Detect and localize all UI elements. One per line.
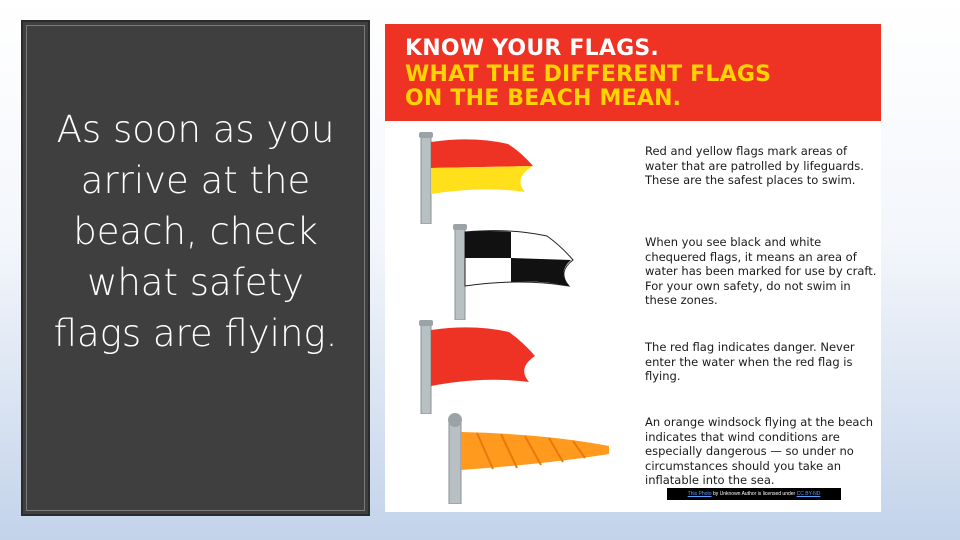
red-flag-icon xyxy=(413,318,553,414)
image-attribution xyxy=(667,488,841,500)
poster-header xyxy=(385,24,881,121)
poster-subtitle-line-2: ON THE BEACH MEAN. xyxy=(405,86,682,111)
red-yellow-flag-icon xyxy=(413,128,553,224)
flag-description-windsock: An orange windsock flying at the beach indicates that wind conditions are especially dangerous — so under no circumstances should you take an inflatable into the sea. xyxy=(645,415,874,487)
attribution-photo-link[interactable]: This Photo xyxy=(687,491,712,497)
attribution-license-link[interactable]: CC BY-ND xyxy=(796,491,821,497)
chequered-flag-icon xyxy=(451,224,591,320)
orange-windsock-icon xyxy=(437,412,617,504)
attribution-text: by Unknown Author is licensed under xyxy=(711,491,797,497)
poster-subtitle-line-1: WHAT THE DIFFERENT FLAGS xyxy=(405,62,772,87)
flag-description-red-yellow: Red and yellow flags mark areas of water that are patrolled by lifeguards. These are the safest places to swim. xyxy=(645,144,864,187)
text-panel xyxy=(21,20,370,516)
flag-description-red: The red flag indicates danger. Never enter the water when the red flag is flying. xyxy=(645,340,855,383)
flag-description-chequered: When you see black and white chequered flags, it means an area of water has been marked for use by craft. For your own safety, do not swim in these zones. xyxy=(645,235,877,307)
poster-title: KNOW YOUR FLAGS. xyxy=(405,36,659,61)
flags-poster xyxy=(385,24,881,512)
slide-text: As soon as you arrive at the beach, check what safety flags are flying. xyxy=(53,108,338,355)
